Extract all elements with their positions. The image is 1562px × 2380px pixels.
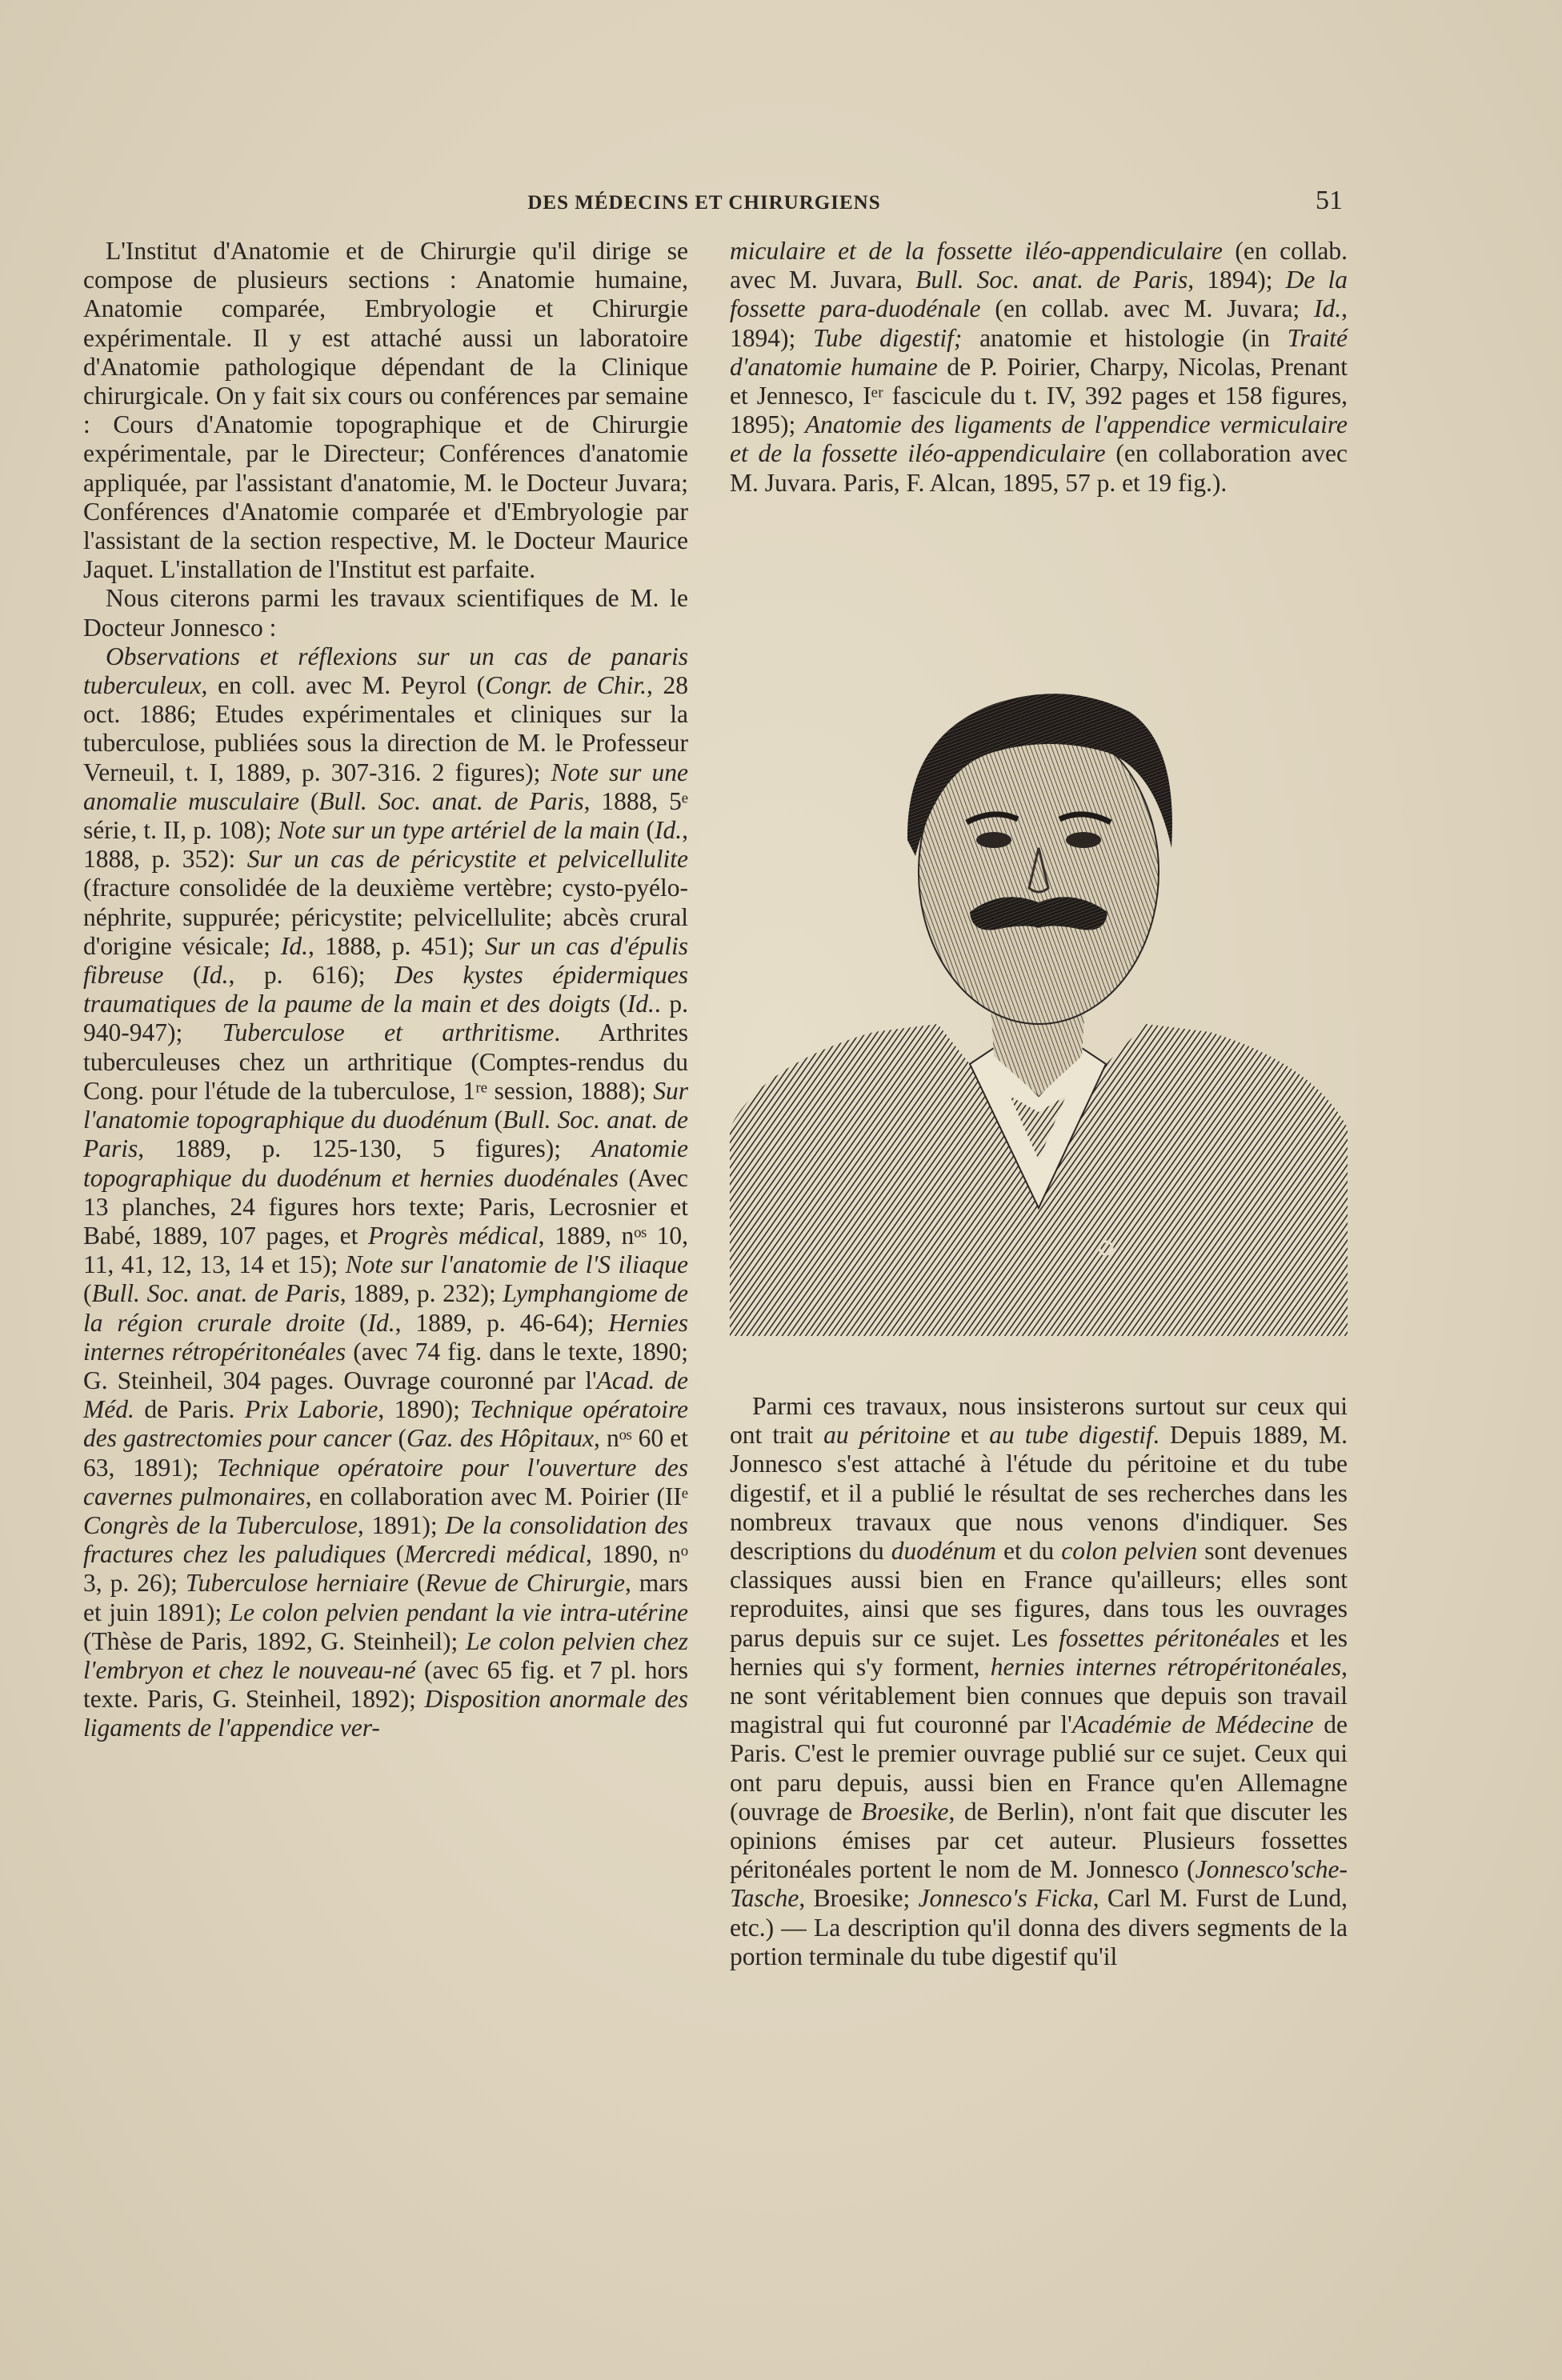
paragraph [83,584,688,642]
italic-span: Bull. Soc. anat. de Paris [915,266,1188,294]
text-span: . Arthrites tuberculeuses chez un arthritique (Comptes-rendus du Cong. pour l'étude de la tuberculose, 1ʳᵉ session, 1888); [83,1018,688,1105]
text-span: , 1894); [1188,266,1286,294]
running-head: DES MÉDECINS ET CHIRURGIENS [527,192,881,214]
italic-span: Observations et réflexions sur un cas de panaris tuberculeux [83,642,688,700]
page-number: 51 [1316,186,1343,215]
text-span: et du [996,1537,1062,1566]
text-span: (en collaboration avec M. Juvara. Paris, F. Alcan, 1895, 57 p. et 19 fig.). [730,439,1348,497]
italic-span: Id. [201,961,229,990]
italic-span: Tube digestif; [813,323,963,352]
italic-span: Revue de Chirurgie [425,1569,625,1598]
text-span: de Paris. C'est le premier ouvrage publié sur ce sujet. Ceux qui ont paru depuis, aussi bien en France qu'en Allemagne (ouvrage de [730,1710,1348,1826]
text-span: , mars et juin 1891); [83,1569,689,1626]
italic-span: Le colon pelvien chez l'embryon et chez le nouveau-né [83,1626,688,1684]
italic-span: Des kystes épidermiques traumatiques de la paume de la main et des doigts [83,961,688,1018]
text-span: . Depuis 1889, M. Jonnesco s'est attaché à l'étude du péritoine et du tube digestif, et il a publié le résultat de ses recherches dans les nombreux travaux que nous venons d'indiquer. Ses descriptions du [730,1421,1348,1566]
text-span: , Broesike; [799,1884,919,1913]
text-span: de P. Poirier, Charpy, Nicolas, Prenant et Jennesco, Iᵉʳ fascicule du t. IV, 392 pages et 158 figures, 1895); [730,352,1348,439]
italic-span: Sur l'anatomie topographique du duodénum [83,1076,688,1134]
italic-span: Tuberculose herniaire [185,1569,409,1598]
italic-span: Tuberculose et arthritisme [222,1018,555,1047]
italic-span: Jonnesco'sche-Tasche [730,1855,1348,1913]
italic-span: miculaire et de la fossette iléo-appendiculaire [730,237,1223,265]
italic-span: Progrès médical [367,1221,539,1250]
text-span: , 1890); [378,1395,471,1424]
text-span: (Avec 13 planches, 24 figures hors texte; Paris, Lecrosnier et Babé, 1889, 107 pages, et [83,1163,688,1250]
text-span: , 1888, p. 352): [83,816,688,874]
italic-span: De la consolidation des fractures chez les paludiques [83,1510,688,1569]
text-span: , 1889, nᵒˢ 10, 11, 41, 12, 13, 14 et 15); [83,1221,688,1279]
italic-span: Broesike [861,1797,949,1826]
italic-span: Jonnesco's Ficka [918,1884,1093,1913]
paragraph [83,642,688,1743]
italic-span: au tube digestif [989,1421,1153,1450]
italic-span: De la fossette para-duodénale [730,266,1348,323]
italic-span: Prix Laborie [244,1395,378,1424]
paragraph [83,237,688,584]
text-span: , en collaboration avec M. Poirier (IIᵉ [305,1482,688,1510]
italic-span: Disposition anormale des ligaments de l'appendice ver- [83,1685,688,1742]
text-span: sont devenues classiques aussi bien en France qu'ailleurs; elles sont reproduites, ainsi que ses figures, dans tous les ouvrages parus depuis sur ce sujet. Les [730,1537,1348,1652]
italic-span: hernies internes rétropéritonéales [990,1652,1342,1681]
italic-span: Bull. Soc. anat. de Paris [91,1279,340,1308]
left-column-text [83,237,688,1743]
text-span: L'Institut d'Anatomie et de Chirurgie qu'il dirige se compose de plusieurs sections : Anatomie humaine, Anatomie comparée, Embryologie et Chirurgie expérimentale. Il y est attaché aussi un laboratoire d'Anatomie pathologique dépendant de la Clinique chirurgicale. On y fait six cours ou conférences par semaine : Cours d'Anatomie topographique et de Chirurgie expérimentale, par le Directeur; Conférences d'anatomie appliquée, par l'assistant d'anatomie, M. le Docteur Juvara; Conférences d'Anatomie comparée et d'Embryologie par l'assistant de la section respective, M. le Docteur Maurice Jaquet. L'installation de l'Institut est parfaite. [83,237,688,584]
text-span: ( [298,786,319,815]
text-span: ( [83,1279,92,1308]
italic-span: Note sur un type artériel de la main [278,816,640,845]
italic-span: Technique opératoire des gastrectomies pour cancer [83,1395,689,1453]
italic-span: duodénum [891,1537,996,1566]
text-span: , 1891); [357,1510,446,1539]
text-span: , 1894); [730,294,1348,352]
text-span: Nous citerons parmi les travaux scientifiques de M. le Docteur Jonnesco : [83,584,688,642]
italic-span: Traité d'anatomie humaine [730,323,1348,381]
italic-span: Anatomie des ligaments de l'appendice vermiculaire et de la fossette iléo-appendiculaire [730,410,1348,468]
italic-span: Anatomie topographique du duodénum et hernies duodénales [83,1134,688,1192]
italic-span: Note sur l'anatomie de l'S iliaque [345,1250,688,1279]
italic-span: Sur un cas de péricystite et pelvicellulite [246,845,688,874]
right-column-bottom-text [730,1392,1348,1971]
text-span: ( [408,1569,426,1598]
italic-span: au péritoine [823,1421,951,1450]
text-span: ( [639,816,655,845]
text-span: ( [163,961,202,990]
text-span: ( [386,1540,405,1569]
italic-span: Lymphangiome de la région crurale droite [83,1279,688,1337]
text-span: et les hernies qui s'y forment, [730,1623,1348,1681]
text-span: (avec 65 fig. et 7 pl. hors texte. Paris, G. Steinheil, 1892); [83,1655,688,1714]
italic-span: Académie de Médecine [1071,1710,1314,1739]
italic-span: Note sur une anomalie musculaire [83,758,688,815]
italic-span: Id. [280,931,309,960]
italic-span: Sur un cas d'épulis fibreuse [83,931,689,990]
text-span: (fracture consolidée de la deuxième vertèbre; cysto-pyélo-néphrite, suppurée; péricystite; pelvicellulite; abcès crural d'origine vésicale; [83,874,688,960]
text-span: ( [391,1424,407,1453]
text-span: , 1889, p. 46-64); [395,1308,609,1337]
text-span: , 1888, 5ᵉ série, t. II, p. 108); [83,786,689,845]
text-span: anatomie et histologie (in [962,323,1288,352]
italic-span: Bull. Soc. anat. de Paris [318,786,584,815]
paragraph [730,237,1348,498]
italic-span: Id. [627,990,655,1018]
italic-span: Mercredi médical [404,1540,586,1569]
italic-span: Bull. Soc. anat. de Paris [83,1106,688,1163]
right-column-top-text [730,237,1348,498]
text-span: . p. 940-947); [83,990,688,1047]
text-span: , 1889, p. 232); [339,1279,503,1308]
text-span: , p. 616); [228,961,395,990]
italic-span: Hernies internes rétropéritonéales [83,1308,688,1366]
text-span: de Paris. [134,1395,245,1424]
italic-span: Gaz. des Hôpitaux [406,1424,595,1453]
paragraph [730,1392,1348,1971]
italic-span: Technique opératoire pour l'ouverture des cavernes pulmonaires [83,1453,688,1510]
text-span: (avec 74 fig. dans le texte, 1890; G. Steinheil, 304 pages. Ouvrage couronné par l' [83,1337,688,1394]
italic-span: colon pelvien [1061,1537,1198,1566]
text-span: (en collab. avec M. Juvara, [730,237,1348,294]
text-span: , en coll. avec M. Peyrol ( [201,671,486,700]
text-span: ( [487,1106,503,1134]
text-span: , ne sont véritablement bien connues que depuis son travail magistral qui fut couronné par l' [730,1652,1348,1739]
italic-span: Le colon pelvien pendant la vie intra-utérine [229,1598,689,1626]
italic-span: Id. [367,1308,395,1337]
text-span: , de Berlin), n'ont fait que discuter les opinions émises par cet auteur. Plusieurs fossettes péritonéales portent le nom de M. Jonnesco ( [730,1797,1348,1884]
text-span: , 1888, p. 451); [308,931,485,960]
text-span: Parmi ces travaux, nous insisterons surtout sur ceux qui ont trait [730,1392,1348,1450]
text-span: , 1889, p. 125-130, 5 figures); [138,1134,592,1163]
text-span: , nᵒˢ 60 et 63, 1891); [83,1424,688,1482]
text-span: ( [610,990,627,1018]
italic-span: Congrès de la Tuberculose [83,1510,358,1539]
text-span: (Thèse de Paris, 1892, G. Steinheil); [83,1626,467,1655]
text-span: , Carl M. Furst de Lund, etc.) — La description qu'il donna des divers segments de la portion terminale du tube digestif qu'il [730,1884,1348,1970]
italic-span: fossettes péritonéales [1059,1623,1280,1652]
text-span: (en collab. avec M. Juvara; [980,294,1314,323]
italic-span: Id. [655,816,683,845]
text-span: , 28 oct. 1886; Etudes expérimentales et cliniques sur la tuberculose, publiées sous la direction de M. le Professeur Verneuil, t. I, 1889, p. 307-316. 2 figures); [83,671,689,786]
italic-span: Acad. de Méd. [83,1366,688,1424]
italic-span: Id. [1314,294,1342,323]
portrait-engraving-icon [730,648,1348,1336]
text-span: , 1890, nᵒ 3, p. 26); [83,1540,689,1598]
text-span: et [950,1421,990,1450]
text-span: ( [345,1308,368,1337]
italic-span: Congr. de Chir. [485,671,647,700]
